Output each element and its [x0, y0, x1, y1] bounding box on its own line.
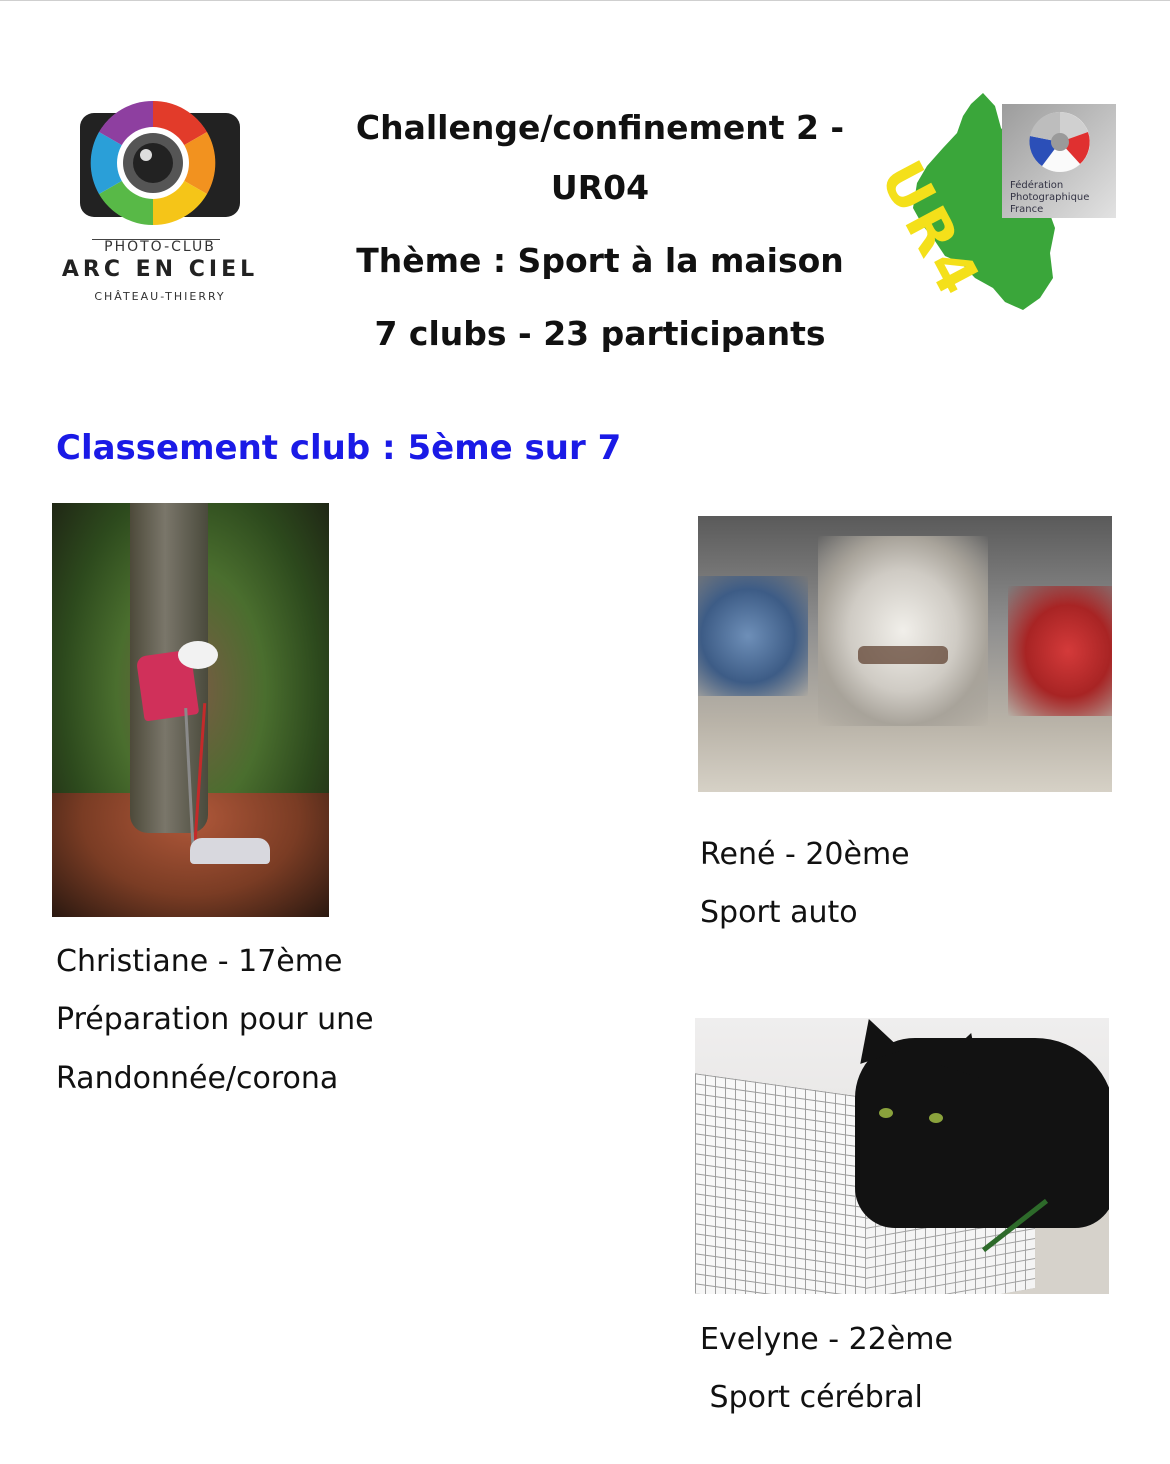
- logo-line-photo-club: PHOTO-CLUB: [104, 239, 216, 255]
- fpf-shutter-icon: [1002, 104, 1116, 184]
- entry-1-caption-line-2: Randonnée/corona: [56, 1061, 339, 1096]
- photo-sport-auto: [698, 516, 1112, 792]
- photo-hiking-preparation: [52, 503, 329, 917]
- top-border: [0, 0, 1170, 1]
- entry-3-author-rank: Evelyne - 22ème: [700, 1322, 953, 1357]
- title-line-2: UR04: [550, 168, 650, 207]
- club-ranking: Classement club : 5ème sur 7: [56, 428, 622, 468]
- title-line-1: Challenge/confinement 2 -: [355, 108, 845, 147]
- photo-sport-cerebral: [695, 1018, 1109, 1294]
- region-label: UR4: [866, 150, 995, 310]
- logo-line-chateau-thierry: CHÂTEAU-THIERRY: [94, 290, 226, 303]
- fpf-line-3: France: [1010, 204, 1044, 215]
- fpf-logo: [1002, 104, 1116, 218]
- entry-1-caption-line-1: Préparation pour une: [56, 1002, 374, 1037]
- fpf-line-1: Fédération: [1010, 180, 1064, 191]
- entry-1-author-rank: Christiane - 17ème: [56, 944, 343, 979]
- camera-aperture-icon: [60, 95, 270, 225]
- photo-club-logo: [60, 95, 270, 310]
- fpf-line-2: Photographique: [1010, 192, 1090, 203]
- stats-heading: 7 clubs - 23 participants: [374, 314, 826, 353]
- ur4-fpf-logo: [866, 88, 1120, 313]
- entry-3-caption-line-1: Sport cérébral: [700, 1380, 923, 1415]
- entry-2-author-rank: René - 20ème: [700, 837, 910, 872]
- theme-heading: Thème : Sport à la maison: [356, 241, 844, 280]
- entry-2-caption-line-1: Sport auto: [700, 895, 858, 930]
- logo-line-arc-en-ciel: ARC EN CIEL: [61, 257, 259, 282]
